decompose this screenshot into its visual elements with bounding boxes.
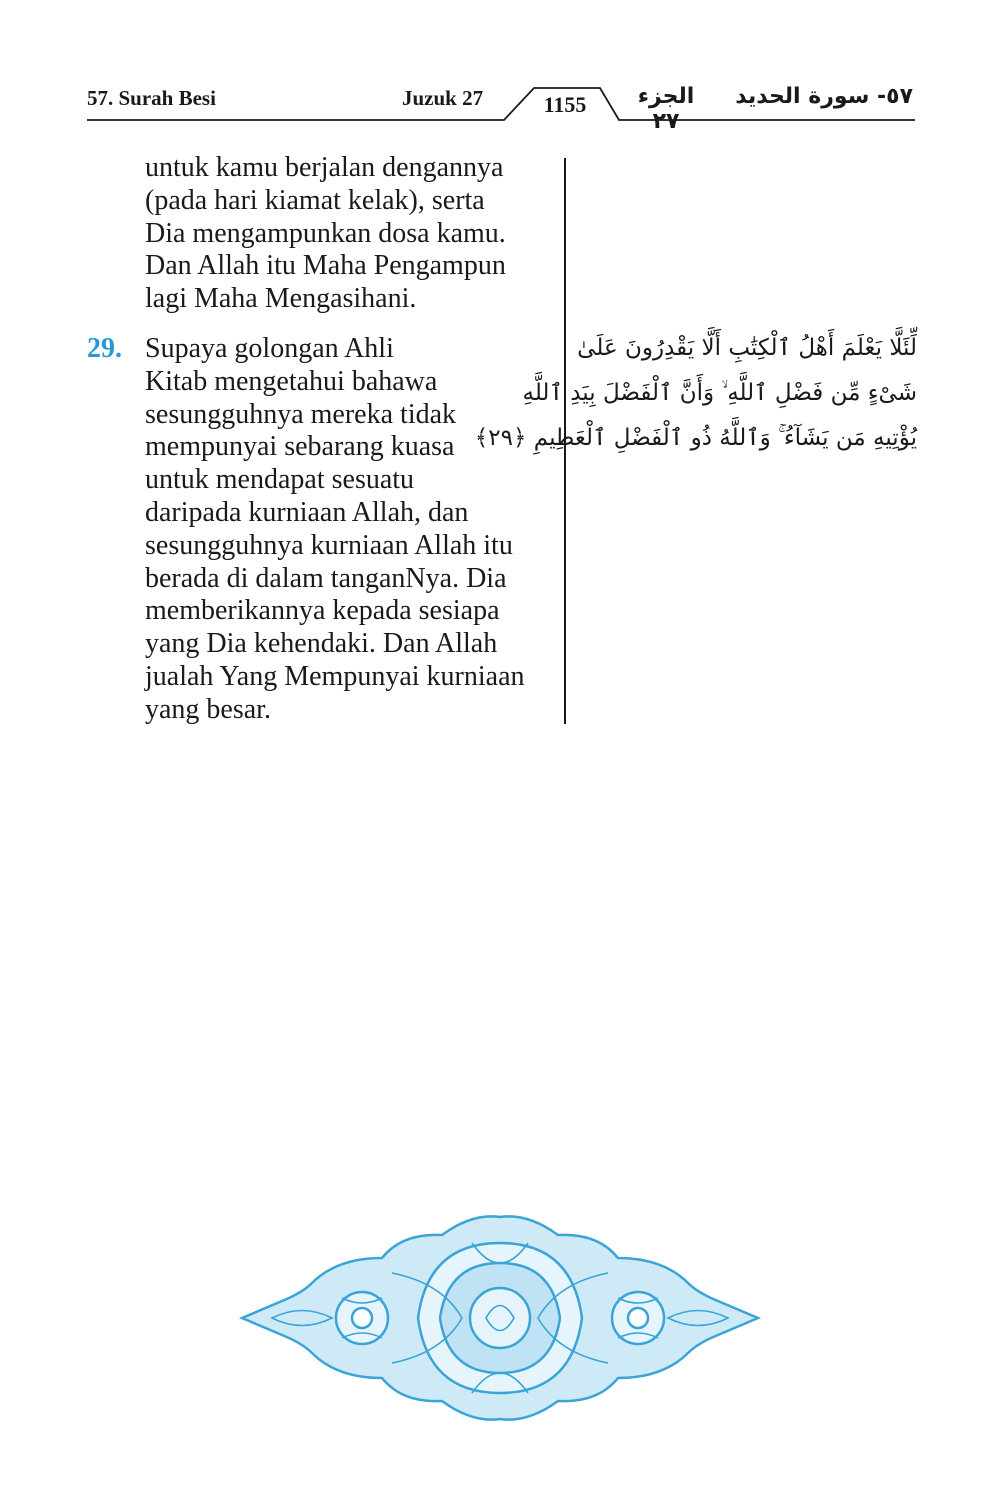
arabic-line: يُؤْتِيهِ مَن يَشَآءُ ۚ وَٱللَّهُ ذُو ٱلْفَضْلِ ٱلْعَظِيمِ ﴿٢٩﴾ [474, 425, 917, 451]
text-line: untuk kamu berjalan dengannya [145, 152, 504, 183]
text-line: yang besar. [145, 693, 271, 725]
text-line: memberikannya kepada sesiapa [145, 595, 500, 627]
header-rule [87, 80, 915, 125]
verse-29-translation [145, 333, 560, 727]
text-line: mempunyai sebarang kuasa [145, 431, 455, 463]
text-line: sesungguhnya mereka tidak [145, 398, 457, 430]
text-line: untuk mendapat sesuatu [145, 464, 415, 496]
text-line: (pada hari kiamat kelak), serta [145, 184, 485, 216]
text-line: Supaya golongan Ahli [145, 333, 394, 364]
header-juz-arabic: الجزء ٢٧ [637, 84, 695, 134]
verse-number: 29. [87, 333, 122, 364]
text-line: daripada kurniaan Allah, dan [145, 496, 469, 528]
text-line: Dan Allah itu Maha Pengampun [145, 250, 506, 282]
translation-continued [145, 152, 560, 316]
verse-29-arabic [474, 326, 917, 461]
arabic-line: لِّئَلَّا يَعْلَمَ أَهْلُ ٱلْكِتَٰبِ أَلَّا يَقْدِرُونَ عَلَىٰ [577, 335, 917, 361]
header-juz-latin: Juzuk 27 [402, 86, 484, 110]
text-line: lagi Maha Mengasihani. [145, 283, 417, 315]
text-line: Dia mengampunkan dosa kamu. [145, 217, 506, 249]
text-line: berada di dalam tanganNya. Dia [145, 562, 507, 594]
arabic-line: شَىْءٍ مِّن فَضْلِ ٱللَّهِ ۙ وَأَنَّ ٱلْفَضْلَ بِيَدِ ٱللَّهِ [522, 380, 917, 406]
header-surah-latin: 57. Surah Besi [87, 86, 216, 110]
text-line: jualah Yang Mempunyai kurniaan [145, 660, 525, 692]
text-line: Kitab mengetahui bahawa [145, 365, 438, 397]
decorative-ornament-icon [242, 1213, 758, 1423]
text-line: sesungguhnya kurniaan Allah itu [145, 529, 513, 561]
header-surah-arabic: ٥٧- سورة الحديد [735, 84, 913, 109]
text-line: yang Dia kehendaki. Dan Allah [145, 628, 498, 660]
page-number: 1155 [543, 92, 587, 117]
